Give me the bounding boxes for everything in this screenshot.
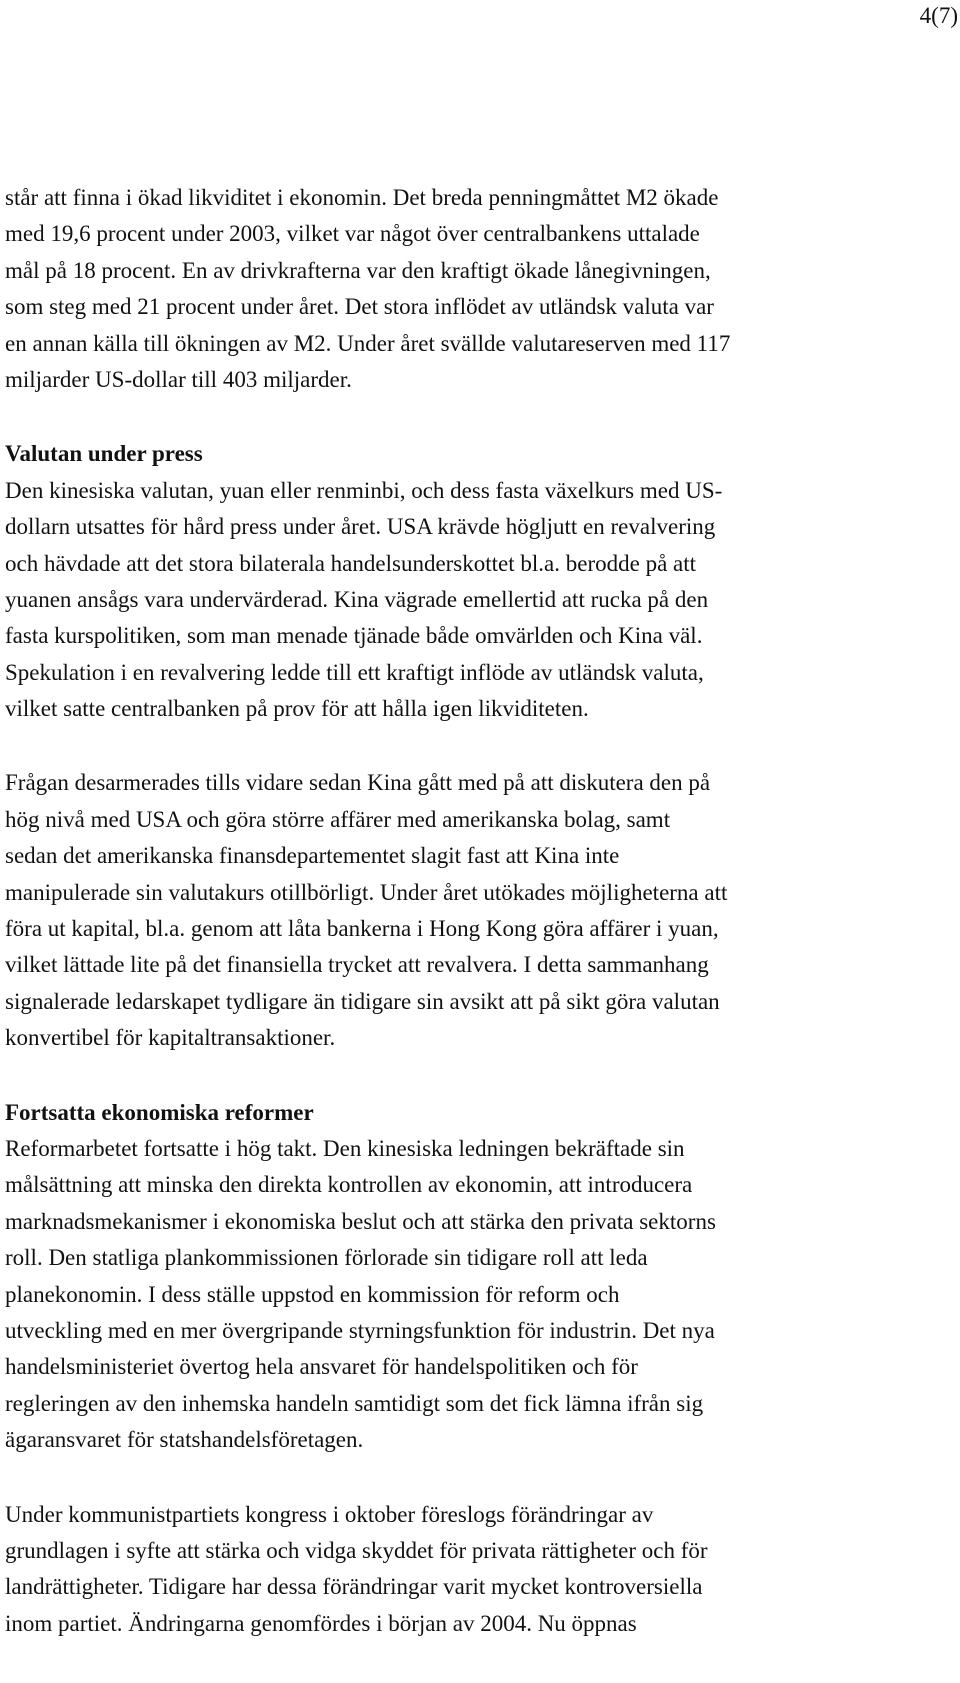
- text-line: Frågan desarmerades tills vidare sedan Kina gått med på att diskutera den på: [5, 770, 711, 796]
- text-line: Under kommunistpartiets kongress i oktober föreslogs förändringar av: [5, 1501, 654, 1527]
- text-line: miljarder US-dollar till 403 miljarder.: [5, 366, 352, 392]
- text-line: fasta kurspolitiken, som man menade tjänade både omvärlden och Kina väl.: [5, 623, 703, 649]
- text-line: regleringen av den inhemska handeln samtidigt som det fick lämna ifrån sig: [5, 1390, 704, 1416]
- text-line: grundlagen i syfte att stärka och vidga skyddet för privata rättigheter och för: [5, 1537, 708, 1563]
- text-line: och hävdade att det stora bilaterala handelsunderskottet bl.a. berodde på att: [5, 550, 697, 576]
- text-line: som steg med 21 procent under året. Det stora inflödet av utländsk valuta var: [5, 294, 714, 320]
- text-line: ägaransvaret för statshandelsföretagen.: [5, 1427, 364, 1453]
- text-line: målsättning att minska den direkta kontrollen av ekonomin, att introducera: [5, 1172, 693, 1198]
- text-line: planekonomin. I dess ställe uppstod en kommission för reform och: [5, 1281, 620, 1307]
- text-line: konvertibel för kapitaltransaktioner.: [5, 1025, 336, 1051]
- text-line: dollarn utsattes för hård press under året. USA krävde högljutt en revalvering: [5, 514, 716, 540]
- text-line: står att finna i ökad likviditet i ekonomin. Det breda penningmåttet M2 ökade: [5, 185, 719, 210]
- section-heading: Valutan under press: [5, 441, 203, 467]
- section-economic-reforms: [5, 1095, 860, 1459]
- text-line: vilket lättade lite på det finansiella trycket att revalvera. I detta sammanhang: [5, 952, 709, 978]
- text-line: yuanen ansågs vara undervärderad. Kina vägrade emellertid att rucka på den: [5, 586, 709, 612]
- text-line: mål på 18 procent. En av drivkrafterna var den kraftigt ökade lånegivningen,: [5, 257, 711, 283]
- text-line: inom partiet. Ändringarna genomfördes i början av 2004. Nu öppnas: [5, 1610, 637, 1636]
- text-line: roll. Den statliga plankommissionen förlorade sin tidigare roll att leda: [5, 1245, 648, 1271]
- text-line: handelsministeriet övertog hela ansvaret för handelspolitiken och för: [5, 1354, 638, 1380]
- document-body: [5, 180, 860, 1642]
- text-line: vilket satte centralbanken på prov för att hålla igen likviditeten.: [5, 696, 589, 722]
- text-line: föra ut kapital, bl.a. genom att låta bankerna i Hong Kong göra affärer i yuan,: [5, 916, 719, 942]
- paragraph-defused: [5, 765, 860, 1056]
- text-line: sedan det amerikanska finansdepartementet slagit fast att Kina inte: [5, 843, 620, 869]
- page-number: 4(7): [919, 3, 958, 28]
- text-line: marknadsmekanismer i ekonomiska beslut och att stärka den privata sektorns: [5, 1208, 716, 1234]
- text-line: Reformarbetet fortsatte i hög takt. Den kinesiska ledningen bekräftade sin: [5, 1135, 685, 1161]
- section-currency-pressure: [5, 436, 860, 727]
- text-line: en annan källa till ökningen av M2. Under året svällde valutareserven med 117: [5, 330, 731, 356]
- text-line: utveckling med en mer övergripande styrningsfunktion för industrin. Det nya: [5, 1317, 715, 1343]
- text-line: hög nivå med USA och göra större affärer med amerikanska bolag, samt: [5, 806, 671, 832]
- text-line: Den kinesiska valutan, yuan eller renminbi, och dess fasta växelkurs med US-: [5, 477, 723, 503]
- text-line: signalerade ledarskapet tydligare än tidigare sin avsikt att på sikt göra valutan: [5, 988, 720, 1014]
- text-line: med 19,6 procent under 2003, vilket var något över centralbankens uttalade: [5, 221, 700, 247]
- text-line: Spekulation i en revalvering ledde till ett kraftigt inflöde av utländsk valuta,: [5, 659, 704, 685]
- section-heading: Fortsatta ekonomiska reformer: [5, 1099, 314, 1125]
- paragraph-liquidity: [5, 180, 860, 398]
- paragraph-party-congress: [5, 1497, 860, 1643]
- text-line: landrättigheter. Tidigare har dessa förändringar varit mycket kontroversiella: [5, 1574, 703, 1600]
- text-line: manipulerade sin valutakurs otillbörligt. Under året utökades möjligheterna att: [5, 879, 728, 905]
